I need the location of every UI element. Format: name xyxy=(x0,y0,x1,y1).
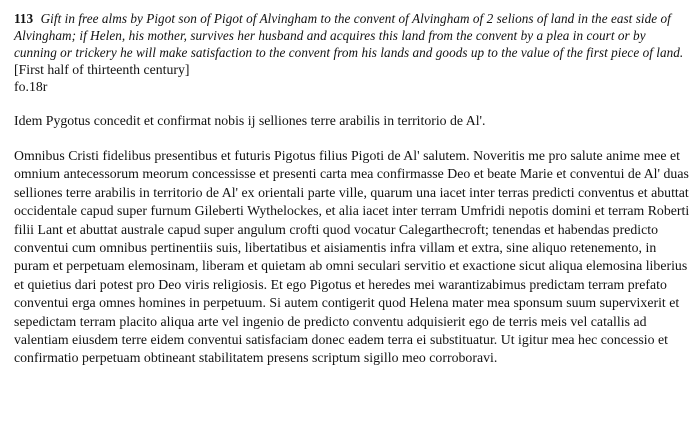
charter-date: [First half of thirteenth century] xyxy=(14,62,190,77)
charter-text: Omnibus Cristi fidelibus presentibus et futuris Pigotus filius Pigoti de Al' salutem. Noveritis me pro salute anime mee et omnium antecessorum meorum concessisse et presenti carta mea confirmasse Deo et beate Marie et conventui de Al' duas selliones terre arabilis in territorio de Al' ex orientali parte ville, quarum una iacet inter terras predicti conventus et abuttat occidentale capud super furnum Gileberti Wythelockes, et alia iacet inter terram Umfridi nepotis domini et terram Roberti filii Lant et abuttat australe capud super angulum crofti quod vocatur Calegarthecroft; tenendas et habendas predicto conventui cum omnibus pertinentiis suis, libertatibus et aisiamentis infra villam et extra, sine aliquo retenemento, in puram et perpetuam elemosinam, liberam et quietam ab omni seculari servitio et exactione sicut aliqua elemosina liberius et quietius dari potest pro Deo viris religiosis. Et ego Pigotus et heredes mei warantizabimus predictam terram prefato conventui erga omnes homines in perpetuum. Si autem contigerit quod Helena mater mea sponsum suum supervixerit et sepedictam terram placito aliqua arte vel ingenio de predicto conventu adquisierit ego de terris meis vel catallis ad valentiam eiusdem terre eidem conventui satisfaciam donec eadem terra ei substituatur. Ut igitur mea hec concessio et confirmatio perpetuam obtineant stabilitatem presens scriptum sigillo meo corroboravi. xyxy=(14,148,690,366)
folio-reference: fo.18r xyxy=(14,79,48,94)
charter-entry xyxy=(14,10,690,368)
charter-summary xyxy=(14,10,690,61)
charter-number: 113 xyxy=(14,11,34,26)
charter-rubric: Idem Pygotus concedit et confirmat nobis ij selliones terre arabilis in territorio de Al'. xyxy=(14,113,486,128)
summary-text: Gift in free alms by Pigot son of Pigot of Alvingham to the convent of Alvingham of 2 selions of land in the east side of Alvingham; if Helen, his mother, survives her husband and acquires this land from the convent by a plea in court or by cunning or trickery he will make satisfaction to the convent from his lands and goods up to the value of the first piece of land. xyxy=(14,11,684,60)
